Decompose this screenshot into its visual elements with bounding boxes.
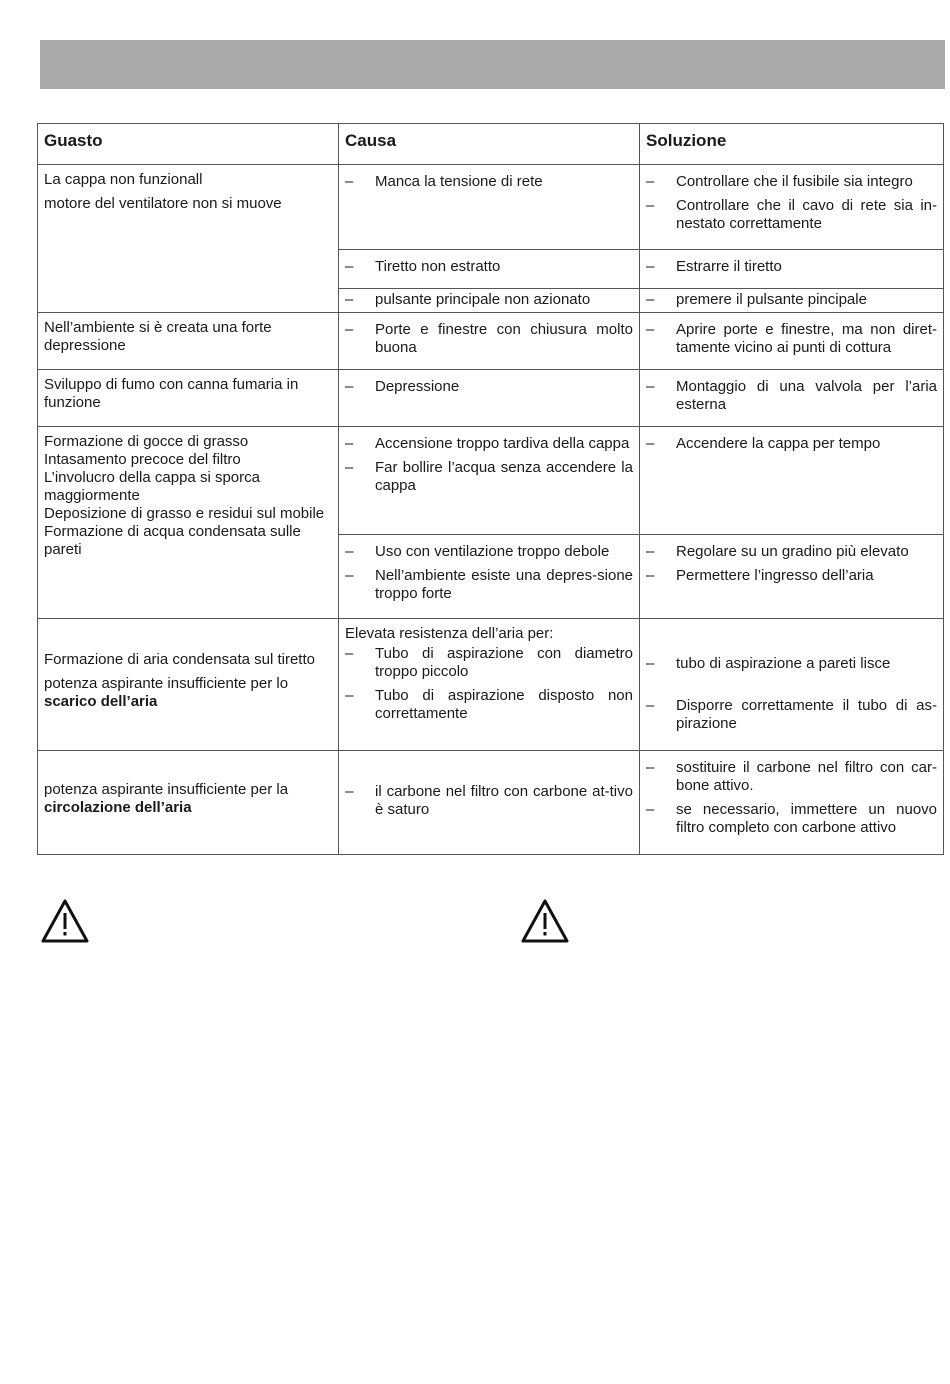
guasto-text: Formazione di gocce di grasso xyxy=(44,433,249,450)
causa-intro: Elevata resistenza dell’aria per: xyxy=(345,625,554,642)
causa-text: Tiretto non estratto xyxy=(375,258,501,275)
guasto-cell xyxy=(38,370,339,427)
guasto-cell xyxy=(38,751,339,855)
troubleshooting-table xyxy=(37,123,944,855)
warning-triangle-icon xyxy=(40,898,90,944)
warning-triangle-icon xyxy=(520,898,570,944)
soluzione-text: Estrarre il tiretto xyxy=(676,258,782,275)
soluzione-cell: – Montaggio di una valvola per l’aria esterna xyxy=(640,370,944,427)
header-causa: Causa xyxy=(339,124,640,165)
guasto-text: Formazione di aria condensata sul tiretto xyxy=(44,651,315,668)
causa-text: Far bollire l’acqua senza accendere la cappa xyxy=(375,459,633,494)
causa-cell: – Depressione xyxy=(339,370,640,427)
guasto-text: motore del ventilatore non si muove xyxy=(44,195,282,212)
guasto-text: Nell’ambiente si è creata una forte depressione xyxy=(44,319,272,354)
causa-cell: – Manca la tensione di rete xyxy=(339,165,640,250)
guasto-cell xyxy=(38,165,339,313)
causa-cell: – Porte e finestre con chiusura molto buona xyxy=(339,313,640,370)
causa-cell: Elevata resistenza dell’aria per: – Tubo di aspirazione con diametro troppo piccolo – Tubo di aspirazione disposto non correttamente xyxy=(339,619,640,751)
header-soluzione: Soluzione xyxy=(640,124,944,165)
guasto-text: potenza aspirante insufficiente per la xyxy=(44,781,289,798)
soluzione-cell: – Regolare su un gradino più elevato – Permettere l’ingresso dell’aria xyxy=(640,535,944,619)
causa-cell: – Uso con ventilazione troppo debole – Nell’ambiente esiste una depres-sione troppo forte xyxy=(339,535,640,619)
causa-cell: – Accensione troppo tardiva della cappa – Far bollire l’acqua senza accendere la cappa xyxy=(339,427,640,535)
causa-text: Porte e finestre con chiusura molto buona xyxy=(375,321,633,356)
soluzione-cell: – premere il pulsante pincipale xyxy=(640,289,944,313)
table-row xyxy=(38,370,944,427)
table-row xyxy=(38,751,944,855)
causa-text: Nell’ambiente esiste una depres-sione troppo forte xyxy=(375,567,633,602)
soluzione-cell: – Accendere la cappa per tempo xyxy=(640,427,944,535)
causa-cell: – Tiretto non estratto xyxy=(339,250,640,289)
guasto-bold-text: scarico dell’aria xyxy=(44,693,158,710)
table-row xyxy=(38,619,944,751)
guasto-text: Formazione di acqua condensata sulle pareti xyxy=(44,523,301,558)
guasto-cell xyxy=(38,619,339,751)
soluzione-cell: – Estrarre il tiretto xyxy=(640,250,944,289)
table-row xyxy=(38,313,944,370)
guasto-text: L’involucro della cappa si sporca maggiormente xyxy=(44,469,260,504)
soluzione-text: tubo di aspirazione a pareti lisce xyxy=(676,655,891,672)
causa-text: Accensione troppo tardiva della cappa xyxy=(375,435,630,452)
soluzione-cell: – tubo di aspirazione a pareti lisce – Disporre correttamente il tubo di as-pirazione xyxy=(640,619,944,751)
causa-text: Depressione xyxy=(375,378,460,395)
soluzione-text: Controllare che il fusibile sia integro xyxy=(676,173,913,190)
guasto-cell xyxy=(38,313,339,370)
soluzione-text: Controllare che il cavo di rete sia in-nestato correttamente xyxy=(676,197,937,232)
table-row xyxy=(38,165,944,250)
soluzione-text: Regolare su un gradino più elevato xyxy=(676,543,909,560)
guasto-text: Intasamento precoce del filtro xyxy=(44,451,241,468)
causa-text: il carbone nel filtro con carbone at-tivo è saturo xyxy=(375,783,633,818)
soluzione-cell: – sostituire il carbone nel filtro con car-bone attivo. – se necessario, immettere un nuovo filtro completo con carbone attivo xyxy=(640,751,944,855)
guasto-text: La cappa non funzionall xyxy=(44,171,203,188)
causa-cell: – pulsante principale non azionato xyxy=(339,289,640,313)
soluzione-text: Disporre correttamente il tubo di as-pirazione xyxy=(676,697,937,732)
soluzione-cell: – Controllare che il fusibile sia integro – Controllare che il cavo di rete sia in-nestato correttamente xyxy=(640,165,944,250)
soluzione-text: Aprire porte e finestre, ma non diret-tamente vicino ai punti di cottura xyxy=(676,321,937,356)
causa-text: Uso con ventilazione troppo debole xyxy=(375,543,610,560)
causa-text: Tubo di aspirazione con diametro troppo piccolo xyxy=(375,645,633,680)
causa-text: pulsante principale non azionato xyxy=(375,291,591,308)
header-bar xyxy=(40,40,945,89)
causa-text: Tubo di aspirazione disposto non correttamente xyxy=(375,687,633,722)
soluzione-text: sostituire il carbone nel filtro con car-bone attivo. xyxy=(676,759,937,794)
soluzione-cell: – Aprire porte e finestre, ma non diret-tamente vicino ai punti di cottura xyxy=(640,313,944,370)
guasto-bold-text: circolazione dell’aria xyxy=(44,799,192,816)
causa-text: Manca la tensione di rete xyxy=(375,173,543,190)
soluzione-text: Accendere la cappa per tempo xyxy=(676,435,881,452)
guasto-text: potenza aspirante insufficiente per lo xyxy=(44,675,289,692)
causa-cell: – il carbone nel filtro con carbone at-tivo è saturo xyxy=(339,751,640,855)
guasto-cell xyxy=(38,427,339,619)
soluzione-text: premere il pulsante pincipale xyxy=(676,291,867,308)
soluzione-text: Montaggio di una valvola per l’aria esterna xyxy=(676,378,937,413)
header-guasto: Guasto xyxy=(38,124,339,165)
guasto-text: Deposizione di grasso e residui sul mobile xyxy=(44,505,325,522)
table-row xyxy=(38,427,944,535)
guasto-text: Sviluppo di fumo con canna fumaria in funzione xyxy=(44,376,299,411)
table-header-row xyxy=(38,124,944,165)
soluzione-text: Permettere l’ingresso dell’aria xyxy=(676,567,874,584)
soluzione-text: se necessario, immettere un nuovo filtro completo con carbone attivo xyxy=(676,801,937,836)
